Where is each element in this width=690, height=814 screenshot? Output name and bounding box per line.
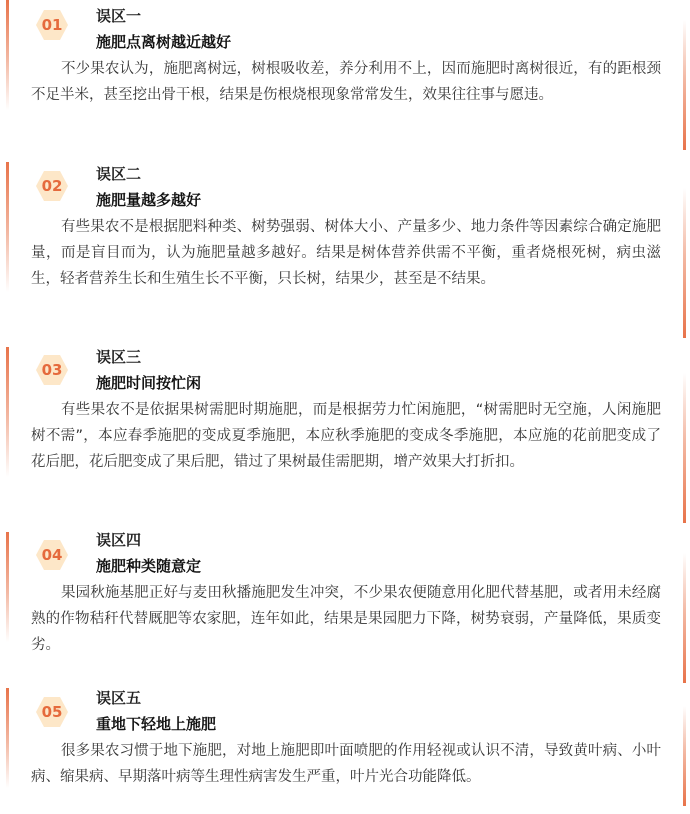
section-01 xyxy=(0,0,690,158)
section-label: 误区三 xyxy=(96,348,142,366)
section-number: 03 xyxy=(41,361,63,379)
section-title: 施肥时间按忙闲 xyxy=(96,374,202,392)
section-05 xyxy=(0,686,690,814)
section-body: 有些果农不是依据果树需肥时期施肥，而是根据劳力忙闲施肥，“树需肥时无空施，人闲施肥树不需”，本应春季施肥的变成夏季施肥，本应秋季施肥的变成冬季施肥，本应施的花前肥变成了花后肥，花后肥变成了果后肥，错过了果树最佳需肥期，增产效果大打折扣。 xyxy=(31,402,661,470)
section-label: 误区四 xyxy=(96,531,142,549)
section-label: 误区五 xyxy=(96,689,142,707)
section-number: 05 xyxy=(41,703,63,721)
left-accent-bar xyxy=(6,532,9,642)
right-accent-bar xyxy=(683,553,686,683)
left-accent-bar xyxy=(6,688,9,788)
section-number: 02 xyxy=(41,177,63,195)
section-body: 有些果农不是根据肥料种类、树势强弱、树体大小、产量多少、地力条件等因素综合确定施肥量，而是盲目而为，认为施肥量越多越好。结果是树体营养供需不平衡，重者烧根死树，病虫滋生，轻者营养生长和生殖生长不平衡，只长树，结果少，甚至是不结果。 xyxy=(31,219,661,287)
right-accent-bar xyxy=(683,188,686,338)
section-title: 施肥种类随意定 xyxy=(96,557,202,575)
right-accent-bar xyxy=(683,706,686,806)
section-number: 01 xyxy=(41,16,63,34)
left-accent-bar xyxy=(6,0,9,110)
number-badge xyxy=(35,539,69,571)
section-02 xyxy=(0,158,690,343)
number-badge xyxy=(35,9,69,41)
section-number: 04 xyxy=(41,546,63,564)
section-title: 施肥点离树越近越好 xyxy=(96,33,232,51)
section-body: 很多果农习惯于地下施肥，对地上施肥即叶面喷肥的作用轻视或认识不清，导致黄叶病、小叶病、缩果病、早期落叶病等生理性病害发生严重，叶片光合功能降低。 xyxy=(31,743,661,785)
section-title: 施肥量越多越好 xyxy=(96,191,202,209)
section-04 xyxy=(0,528,690,686)
left-accent-bar xyxy=(6,162,9,292)
section-label: 误区一 xyxy=(96,7,142,25)
section-body: 不少果农认为，施肥离树远，树根吸收差，养分利用不上，因而施肥时离树很近，有的距根颈不足半米，甚至挖出骨干根，结果是伤根烧根现象常常发生，效果往往事与愿违。 xyxy=(31,61,661,103)
number-badge xyxy=(35,354,69,386)
section-label: 误区二 xyxy=(96,165,142,183)
section-body: 果园秋施基肥正好与麦田秋播施肥发生冲突，不少果农便随意用化肥代替基肥，或者用未经腐熟的作物秸秆代替厩肥等农家肥，连年如此，结果是果园肥力下降，树势衰弱，产量降低，果质变劣。 xyxy=(31,585,661,653)
left-accent-bar xyxy=(6,347,9,477)
section-title: 重地下轻地上施肥 xyxy=(96,715,217,733)
number-badge xyxy=(35,696,69,728)
number-badge xyxy=(35,170,69,202)
right-accent-bar xyxy=(683,373,686,523)
right-accent-bar xyxy=(683,20,686,150)
section-03 xyxy=(0,343,690,528)
